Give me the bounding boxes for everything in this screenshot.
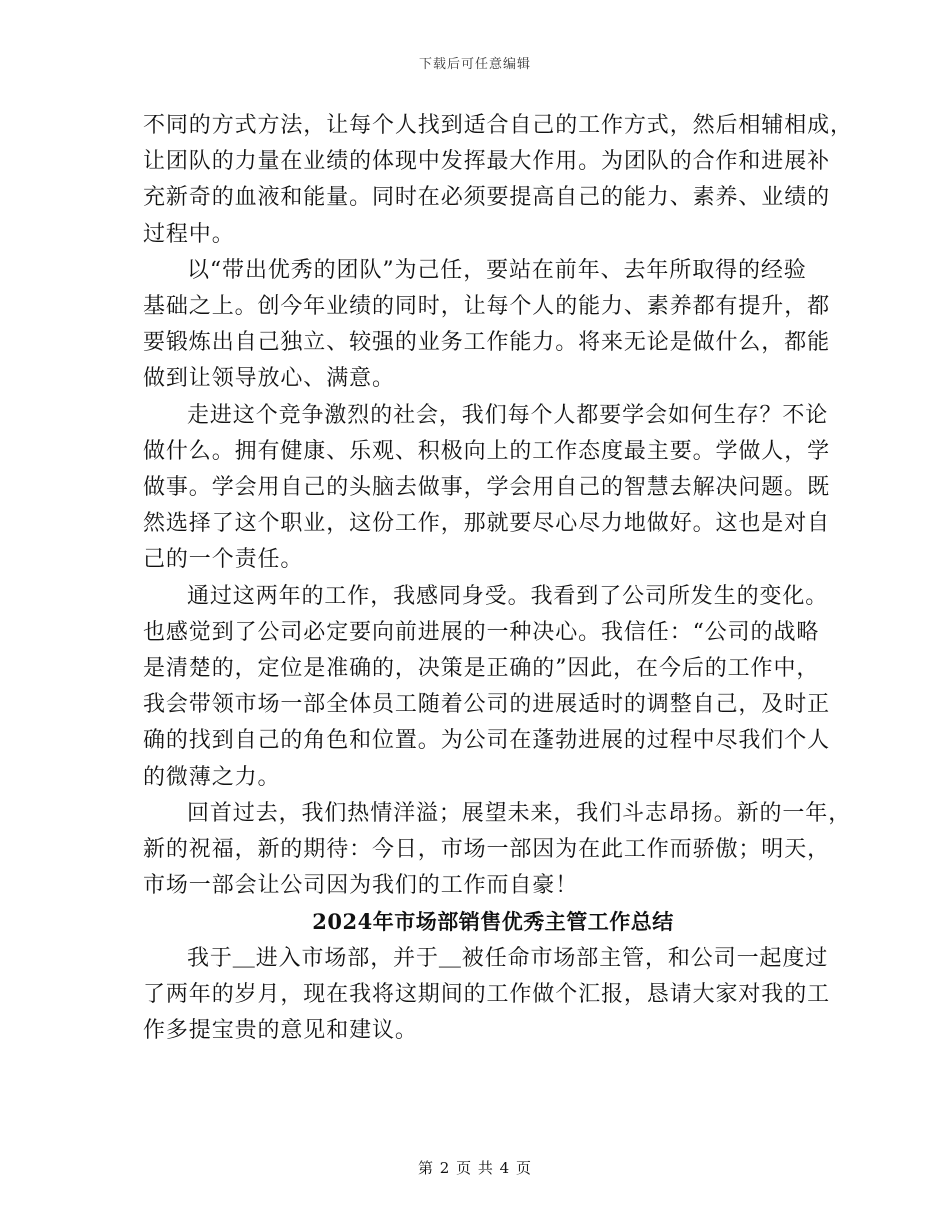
section-title: 2024年市场部销售优秀主管工作总结: [312, 909, 674, 935]
text-line: 做什么。拥有健康、乐观、积极向上的工作态度最主要。学做人，学: [143, 438, 831, 464]
text-line: 回首过去，我们热情洋溢；展望未来，我们斗志昂扬。新的一年，: [187, 800, 852, 826]
text-line: 让团队的力量在业绩的体现中发挥最大作用。为团队的合作和进展补: [143, 149, 831, 175]
page-number: 第 2 页 共 4 页: [418, 1159, 532, 1177]
text-line: 走进这个竞争激烈的社会，我们每个人都要学会如何生存？不论: [187, 402, 829, 428]
text-line: 通过这两年的工作，我感同身受。我看到了公司所发生的变化。: [187, 583, 829, 609]
text-line: 然选择了这个职业，这份工作，那就要尽心尽力地做好。这也是对自: [143, 511, 831, 537]
text-line: 我会带领市场一部全体员工随着公司的进展适时的调整自己，及时正: [143, 692, 831, 718]
text-line: 过程中。: [143, 221, 235, 247]
text-line: 我于＿进入市场部，并于＿被任命市场部主管，和公司一起度过: [187, 945, 829, 971]
text-line: 的微薄之力。: [143, 764, 281, 790]
text-line: 新的祝福，新的期待：今日，市场一部因为在此工作而骄傲；明天，: [143, 837, 831, 863]
text-line: 做事。学会用自己的头脑去做事，学会用自己的智慧去解决问题。既: [143, 475, 831, 501]
text-line: 不同的方式方法，让每个人找到适合自己的工作方式，然后相辅相成，: [143, 113, 853, 138]
paragraph-3: [143, 398, 831, 579]
text-line: 了两年的岁月，现在我将这期间的工作做个汇报，恳请大家对我的工: [143, 981, 831, 1007]
text-line: 也感觉到了公司必定要向前进展的一种决心。我信任：“公司的战略: [143, 619, 820, 645]
paragraph-4: [143, 579, 831, 796]
paragraph-1: [143, 108, 853, 253]
text-line: 以“带出优秀的团队”为己任，要站在前年、去年所取得的经验: [187, 257, 807, 283]
text-line: 己的一个责任。: [143, 547, 304, 573]
text-line: 基础之上。创今年业绩的同时，让每个人的能力、素养都有提升，都: [143, 294, 831, 320]
document-body: [143, 108, 853, 1049]
text-line: 要锻炼出自己独立、较强的业务工作能力。将来无论是做什么，都能: [143, 330, 831, 356]
text-line: 是清楚的，定位是准确的，决策是正确的”因此，在今后的工作中，: [143, 656, 820, 682]
text-line: 做到让领导放心、满意。: [143, 366, 395, 392]
paragraph-2: [143, 253, 831, 398]
text-line: 作多提宝贵的意见和建议。: [143, 1018, 418, 1044]
paragraph-5: [143, 796, 852, 905]
section-paragraph: [143, 941, 831, 1050]
text-line: 市场一部会让公司因为我们的工作而自豪！: [143, 873, 579, 899]
text-line: 充新奇的血液和能量。同时在必须要提高自己的能力、素养、业绩的: [143, 185, 831, 211]
header-note: 下载后可任意编辑: [418, 57, 531, 72]
text-line: 确的找到自己的角色和位置。为公司在蓬勃进展的过程中尽我们个人: [143, 728, 831, 754]
